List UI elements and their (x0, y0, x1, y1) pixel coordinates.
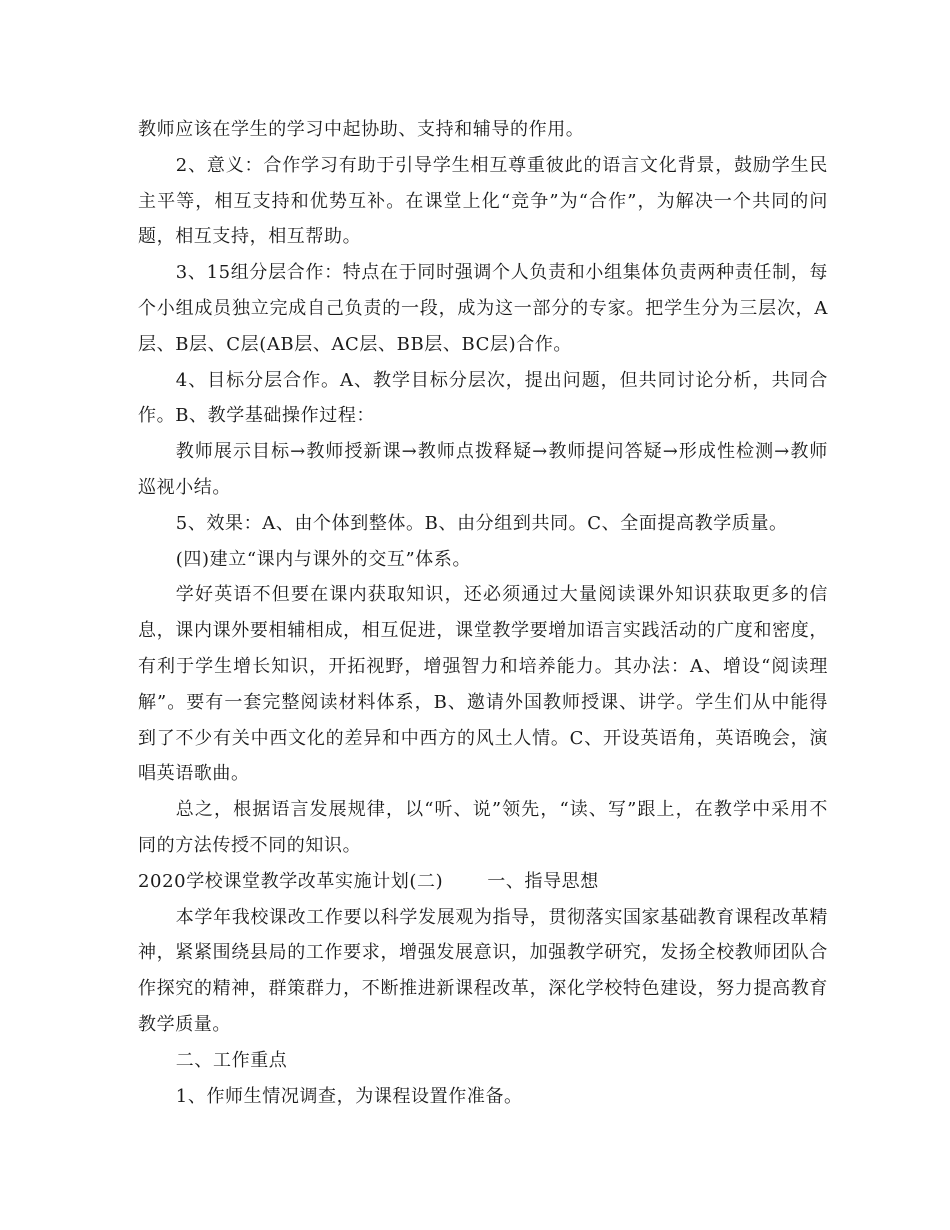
document-body (138, 112, 828, 1114)
paragraph-2: 2、意义：合作学习有助于引导学生相互尊重彼此的语言文化背景，鼓励学生民主平等，相互支持和优势互补。在课堂上化“竞争”为“合作”，为解决一个共同的问题，相互支持，相互帮助。 (138, 154, 828, 248)
paragraph-12: 1、作师生情况调查，为课程设置作准备。 (175, 1085, 523, 1107)
paragraph-3: 3、15组分层合作：特点在于同时强调个人负责和小组集体负责两种责任制，每个小组成员独立完成自己负责的一段，成为这一部分的专家。把学生分为三层次，A层、B层、C层(AB层、AC层、BB层、BC层)合作。 (138, 262, 828, 355)
plan-title: 2020学校课堂教学改革实施计划(二) (138, 870, 444, 892)
paragraph-9: 总之，根据语言发展规律，以“听、说”领先，“读、写”跟上，在教学中采用不同的方法传授不同的知识。 (138, 799, 828, 856)
paragraph-10: 本学年我校课改工作要以科学发展观为指导，贯彻落实国家基础教育课程改革精神，紧紧围绕县局的工作要求，增强发展意识，加强教学研究，发扬全校教师团队合作探究的精神，群策群力，不断推进新课程改革，深化学校特色建设，努力提高教育教学质量。 (138, 906, 828, 1035)
paragraph-8: 学好英语不但要在课内获取知识，还必须通过大量阅读课外知识获取更多的信息，课内课外要相辅相成，相互促进，课堂教学要增加语言实践活动的广度和密度，有利于学生增长知识，开拓视野，增强智力和培养能力。其办法：A、增设“阅读理解”。要有一套完整阅读材料体系，B、邀请外国教师授课、讲学。学生们从中能得到了不少有关中西文化的差异和中西方的风土人情。C、开设英语角，英语晚会，演唱英语歌曲。 (138, 584, 828, 785)
paragraph-6: 5、效果：A、由个体到整体。B、由分组到共同。C、全面提高教学质量。 (175, 512, 788, 534)
section-heading-line (138, 864, 828, 900)
paragraph-11: 二、工作重点 (175, 1049, 288, 1071)
paragraph-1: 教师应该在学生的学习中起协助、支持和辅导的作用。 (138, 119, 585, 140)
paragraph-7: (四)建立“课内与课外的交互”体系。 (175, 548, 472, 570)
section-subtitle: 一、指导思想 (487, 870, 599, 892)
paragraph-5: 教师展示目标→教师授新课→教师点拨释疑→教师提问答疑→形成性检测→教师巡视小结。 (138, 441, 828, 498)
paragraph-4: 4、目标分层合作。A、教学目标分层次，提出问题，但共同讨论分析，共同合作。B、教学基础操作过程： (138, 369, 828, 427)
